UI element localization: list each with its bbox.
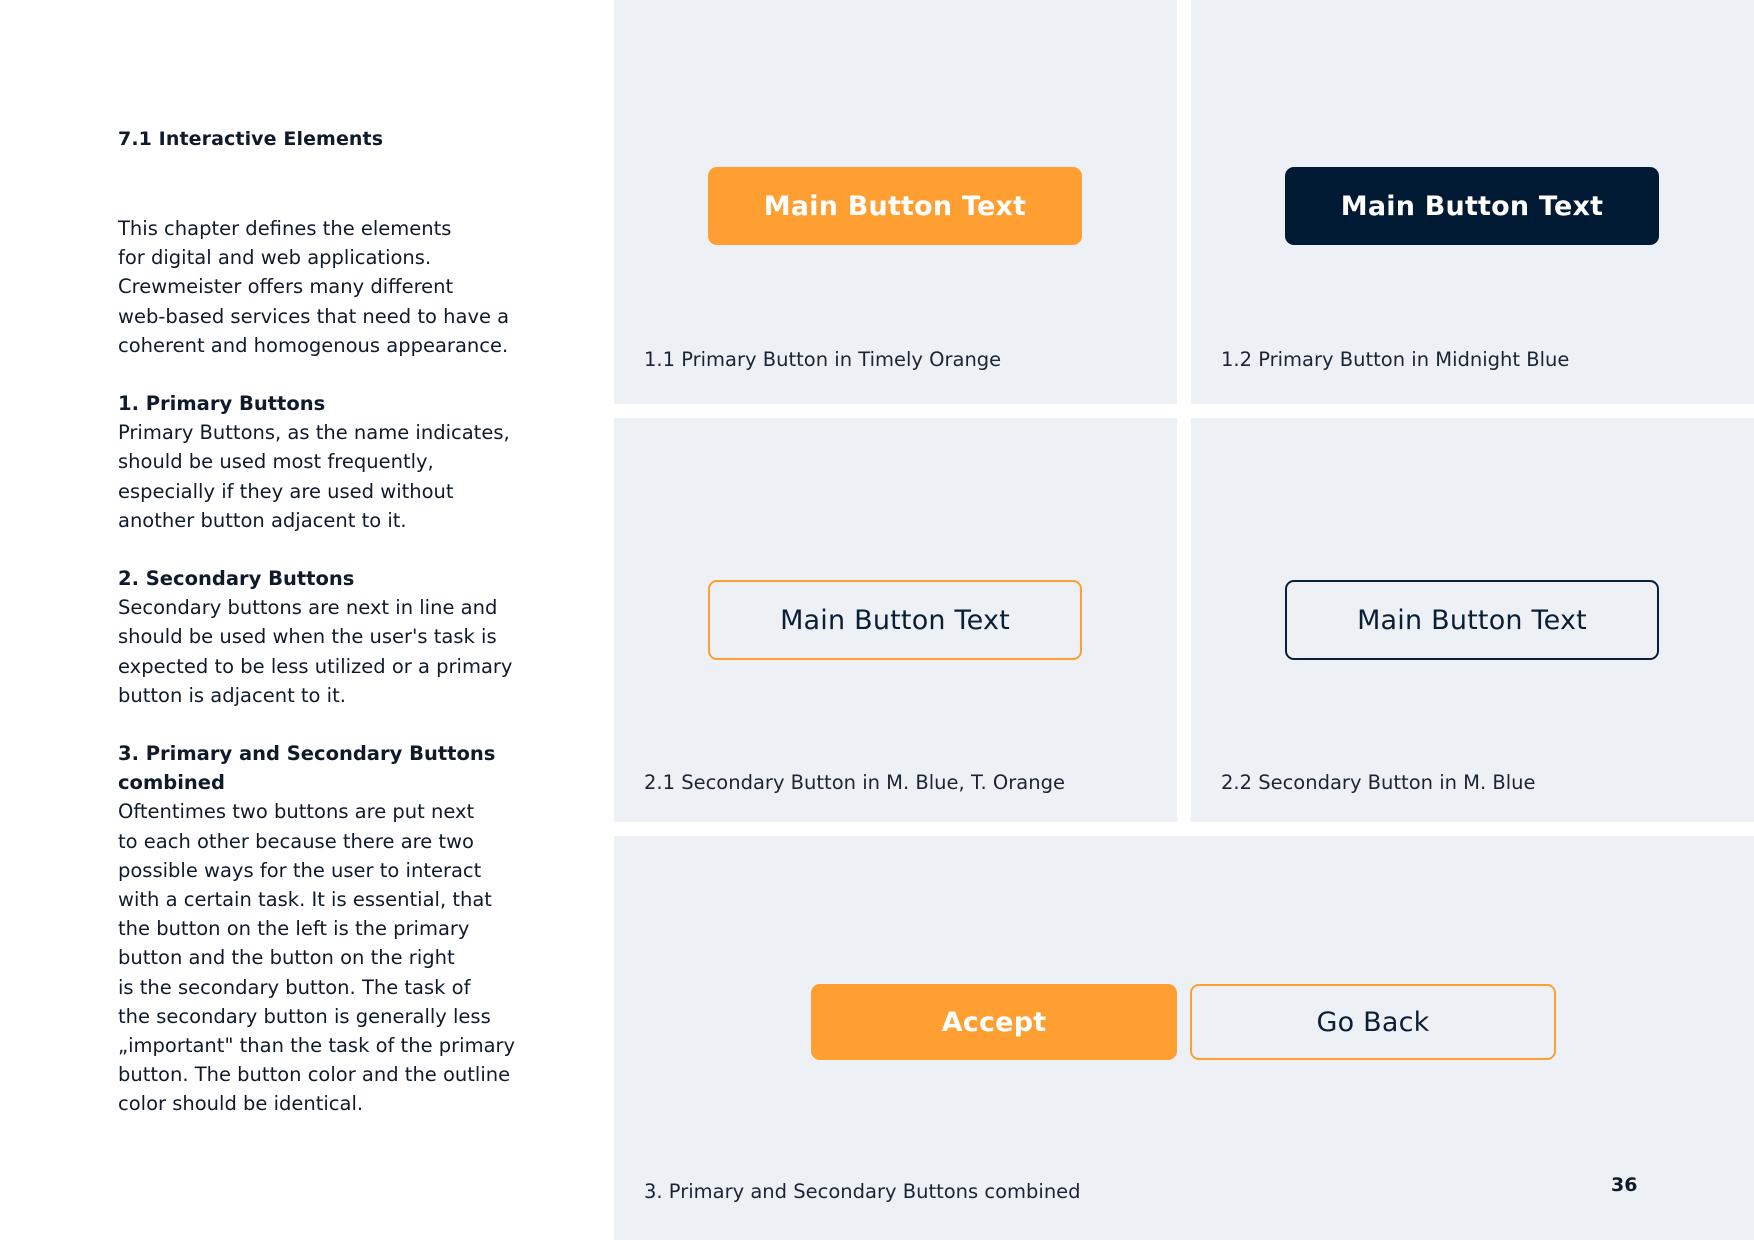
panel-primary-orange <box>614 0 1177 404</box>
combined-caption: 3. Primary and Secondary Buttons combined <box>644 1180 1081 1203</box>
panel-secondary-orange <box>614 418 1177 822</box>
combined-buttons-section <box>118 739 538 1119</box>
secondary-blue-button[interactable]: Main Button Text <box>1285 580 1659 660</box>
page-number: 36 <box>1611 1174 1638 1196</box>
primary-buttons-heading: 1. Primary Buttons <box>118 392 326 416</box>
primary-blue-caption: 1.2 Primary Button in Midnight Blue <box>1221 348 1570 371</box>
panel-combined <box>614 836 1754 1240</box>
secondary-buttons-description: Secondary buttons are next in line and should be used when the user's task is expected to be less utilized or a primary button is adjacent to it. <box>118 596 513 707</box>
text-column <box>118 128 538 1119</box>
section-title: 7.1 Interactive Elements <box>118 128 384 150</box>
primary-buttons-section <box>118 389 538 535</box>
secondary-blue-caption: 2.2 Secondary Button in M. Blue <box>1221 771 1536 794</box>
combined-buttons-heading: 3. Primary and Secondary Buttons combined <box>118 742 496 795</box>
primary-blue-button[interactable]: Main Button Text <box>1285 167 1659 245</box>
secondary-orange-button[interactable]: Main Button Text <box>708 580 1082 660</box>
panel-secondary-blue <box>1191 418 1754 822</box>
primary-buttons-description: Primary Buttons, as the name indicates, should be used most frequently, especially if they are used without another button adjacent to it. <box>118 421 510 532</box>
go-back-button[interactable]: Go Back <box>1190 984 1556 1060</box>
secondary-orange-caption: 2.1 Secondary Button in M. Blue, T. Orange <box>644 771 1065 794</box>
panel-primary-blue <box>1191 0 1754 404</box>
secondary-buttons-heading: 2. Secondary Buttons <box>118 567 355 591</box>
intro-paragraph: This chapter defines the elements for digital and web applications. Crewmeister offers many different web-based services that need to have a coherent and homogenous appearance. <box>118 217 510 357</box>
primary-orange-caption: 1.1 Primary Button in Timely Orange <box>644 348 1002 371</box>
accept-button[interactable]: Accept <box>811 984 1177 1060</box>
primary-orange-button[interactable]: Main Button Text <box>708 167 1082 245</box>
combined-buttons-description: Oftentimes two buttons are put next to each other because there are two possible ways for the user to interact with a certain task. It is essential, that the button on the left is the primary button and the button on the right is the secondary button. The task of the secondary button is generally less „important" than the task of the primary button. The button color and the outline color should be identical. <box>118 800 516 1116</box>
secondary-buttons-section <box>118 564 538 710</box>
